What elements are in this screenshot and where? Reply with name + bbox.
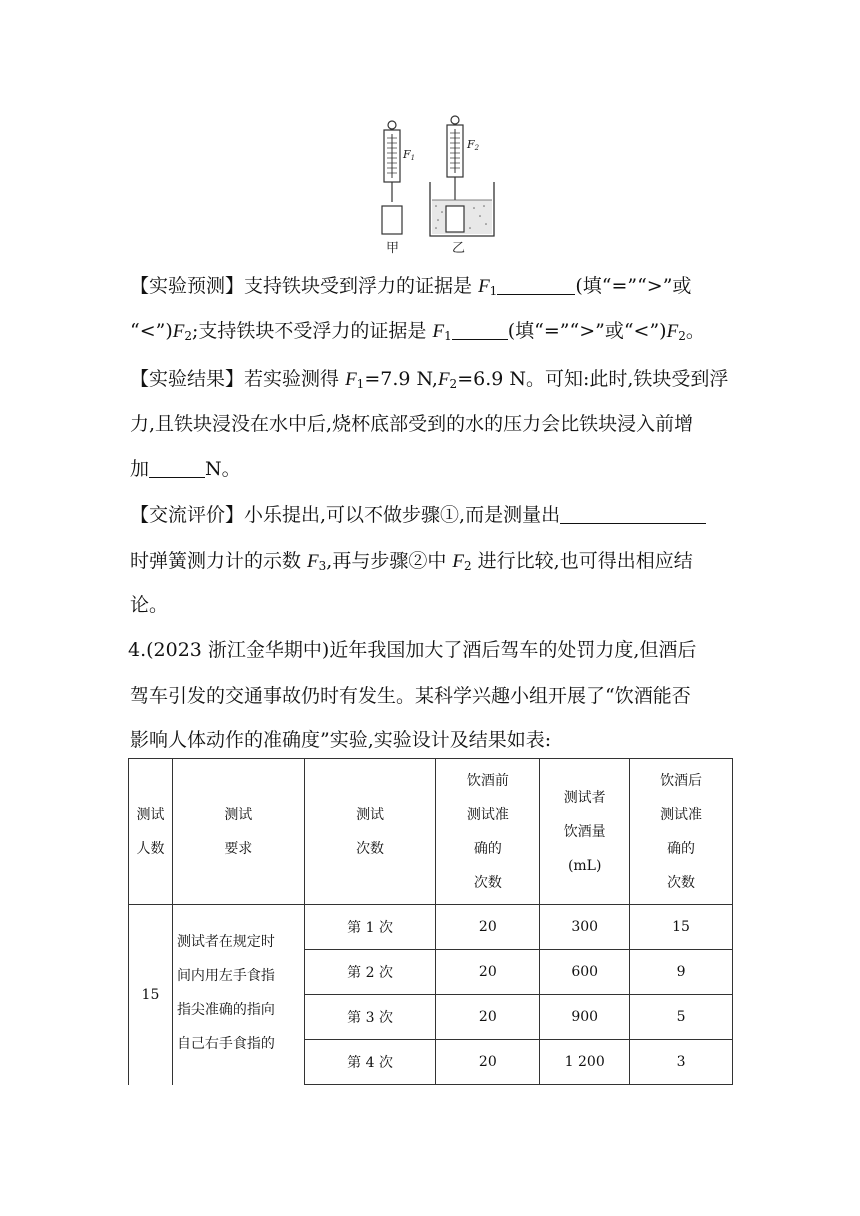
cell-before: 20 bbox=[436, 995, 540, 1040]
cell-after: 5 bbox=[630, 995, 733, 1040]
cell-after: 9 bbox=[630, 950, 733, 995]
q4-line-3: 影响人体动作的准确度”实验,实验设计及结果如表: bbox=[130, 729, 552, 751]
discussion-line-2: 时弹簧测力计的示数 $F_3$,再与步骤②中 $F_2$ 进行比较,也可得出相应结 bbox=[130, 550, 693, 573]
header-people: 测试 人数 bbox=[129, 759, 173, 905]
answer-blank-1[interactable] bbox=[497, 276, 575, 295]
cell-amount: 600 bbox=[540, 950, 630, 995]
cell-trial: 第 1 次 bbox=[304, 905, 436, 950]
cell-amount: 300 bbox=[540, 905, 630, 950]
cell-trial: 第 4 次 bbox=[304, 1040, 436, 1085]
header-after: 饮酒后 测试准 确的 次数 bbox=[630, 759, 733, 905]
results-table bbox=[128, 758, 733, 1085]
discussion-line-3: 论。 bbox=[130, 594, 169, 616]
cell-before: 20 bbox=[436, 950, 540, 995]
f2-label: F2 bbox=[467, 138, 480, 152]
cell-trial: 第 2 次 bbox=[304, 950, 436, 995]
answer-blank-4[interactable] bbox=[560, 505, 706, 524]
cell-after: 3 bbox=[630, 1040, 733, 1085]
prediction-line-2: “$<”)F_2$;支持铁块不受浮力的证据是 $F_1$ (填“=”“>”或“$<”)F_2$。 bbox=[130, 320, 705, 343]
result-line-3: 加 N。 bbox=[130, 458, 241, 480]
cell-before: 20 bbox=[436, 1040, 540, 1085]
f1-label: F1 bbox=[403, 148, 416, 162]
result-line-2: 力,且铁块浸没在水中后,烧杯底部受到的水的压力会比铁块浸入前增 bbox=[130, 413, 694, 435]
header-requirement: 测试 要求 bbox=[172, 759, 304, 905]
answer-blank-2[interactable] bbox=[452, 321, 508, 340]
header-trial: 测试 次数 bbox=[304, 759, 436, 905]
cell-trial: 第 3 次 bbox=[304, 995, 436, 1040]
cell-after: 15 bbox=[630, 905, 733, 950]
result-line-1: 【实验结果】若实验测得 $F_1=7.9$ $N,F_2=6.9$ N。可知:此时,铁块受到浮 bbox=[130, 368, 729, 391]
cell-amount: 900 bbox=[540, 995, 630, 1040]
spring-scale-diagram bbox=[370, 110, 500, 260]
answer-blank-3[interactable] bbox=[149, 459, 205, 478]
header-amount: 测试者 饮酒量 (mL) bbox=[540, 759, 630, 905]
label-jia: 甲 bbox=[386, 241, 400, 256]
cell-before: 20 bbox=[436, 905, 540, 950]
q4-line-1: 4.(2023 浙江金华期中)近年我国加大了酒后驾车的处罚力度,但酒后 bbox=[128, 639, 697, 661]
spring-scale-figure bbox=[370, 110, 500, 260]
cell-people: 15 bbox=[129, 905, 173, 1085]
prediction-line-1: 【实验预测】支持铁块受到浮力的证据是 $F_1$ (填“=”“>”或 bbox=[130, 275, 692, 298]
table-header-row bbox=[129, 759, 733, 905]
q4-line-2: 驾车引发的交通事故仍时有发生。某科学兴趣小组开展了“饮酒能否 bbox=[130, 685, 691, 707]
table-row bbox=[129, 905, 733, 950]
cell-requirement: 测试者在规定时 间内用左手食指 指尖准确的指向 自己右手食指的 bbox=[172, 905, 304, 1085]
header-before: 饮酒前 测试准 确的 次数 bbox=[436, 759, 540, 905]
label-yi: 乙 bbox=[452, 241, 466, 256]
discussion-line-1: 【交流评价】小乐提出,可以不做步骤①,而是测量出 bbox=[130, 500, 740, 530]
cell-amount: 1 200 bbox=[540, 1040, 630, 1085]
